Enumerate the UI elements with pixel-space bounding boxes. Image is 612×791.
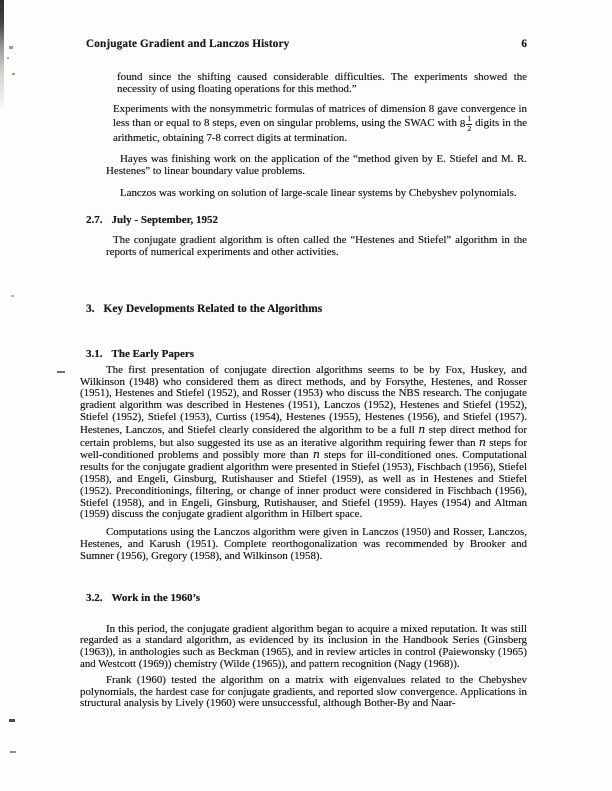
math-variable-n: n bbox=[478, 435, 486, 449]
section-title: Key Developments Related to the Algorithms bbox=[103, 302, 323, 315]
scan-speck bbox=[10, 751, 16, 753]
fraction-whole-part: 8 bbox=[459, 117, 466, 130]
scan-speck bbox=[9, 46, 13, 49]
quote-text-before-fraction: Experiments with the nonsymmetric formulas of matrices of dimension 8 gave convergence in less than or equal to 8 steps, even on singular problems, using the SWAC with bbox=[113, 102, 527, 130]
section-title: July - September, 1952 bbox=[111, 214, 219, 227]
section-2-7-paragraph: The conjugate gradient algorithm is often called the “Hestenes and Stiefel” algorithm in the reports of numerical experiments and other activities. bbox=[106, 234, 527, 259]
page-number: 6 bbox=[521, 38, 527, 50]
lanczos-computations-paragraph: Computations using the Lanczos algorithm were given in Lanczos (1950) and Rosser, Lanczos, Hestenes, and Karush (1951). Complete reorthogonalization was recommended by Brooker and Sumner (1956), Gregory (1958), and Wilkinson (1958). bbox=[80, 526, 527, 562]
section-number: 2.7. bbox=[86, 214, 103, 227]
scan-speck bbox=[11, 295, 14, 297]
scan-dash-mark bbox=[57, 371, 65, 373]
math-variable-n: n bbox=[418, 422, 426, 436]
fraction-denominator: 2 bbox=[467, 123, 472, 133]
body-text: The first presentation of conjugate direction algorithms seems to be by Fox, Huskey, and Wilkinson (1948) who considered them as direct methods, and by Forsythe, Hestenes, and Rosser (1951), Hestenes and Stiefel (1952), and Rosser (1953) who discuss the NBS research. The conjugate gradient algorithm was described in Hestenes (1951), Lanczos (1952), Hestenes and Stiefel (1952), Stiefel (1952), Stiefel (1953), Curtiss (1954), Hestenes (1955), Hestenes (1956), and Stiefel (1957). Hestenes, Lanczos, and Stiefel clearly considered the algorithm to be a full bbox=[80, 363, 527, 436]
section-number: 3.2. bbox=[86, 591, 103, 604]
section-heading-3 bbox=[86, 303, 527, 315]
quote-paragraph-continuation: found since the shifting caused considerable difficulties. The experiments showed the necessity of using floating operations for this method.” bbox=[117, 71, 527, 95]
running-title: Conjugate Gradient and Lanczos History bbox=[86, 38, 290, 50]
section-number: 3.1. bbox=[86, 347, 103, 360]
quoted-report-excerpts bbox=[80, 72, 527, 200]
section-heading-3-2 bbox=[86, 592, 527, 604]
scan-speck bbox=[12, 73, 15, 75]
scan-edge-streak bbox=[0, 0, 4, 112]
mixed-reputation-paragraph: In this period, the conjugate gradient algorithm began to acquire a mixed reputation. It was still regarded as a standard algorithm, as evidenced by its inclusion in the Handbook Series (Ginsberg (1963)), in anthologies such as Beckman (1965), and in review articles in control (Paiewonsky (1965) and Westcott (1969)) chemistry (Wilde (1965)), and pattern recognition (Nagy (1968)). bbox=[80, 622, 527, 670]
body-text: steps for well-conditioned problems and possibly more than bbox=[80, 436, 527, 462]
early-papers-paragraph bbox=[80, 365, 527, 521]
scan-speck bbox=[7, 57, 9, 59]
quote-paragraph-lanczos: Lanczos was working on solution of large-scale linear systems by Chebyshev polynomials. bbox=[120, 187, 517, 200]
fraction-numerator: 1 bbox=[467, 114, 472, 124]
page-header bbox=[80, 38, 527, 50]
mixed-number-eight-and-a-half bbox=[459, 114, 472, 133]
quote-paragraph-hayes: Hayes was finishing work on the application of the “method given by E. Stiefel and M. R. Hestenes” to linear boundary value problems. bbox=[106, 152, 527, 177]
quote-paragraph-experiments bbox=[113, 104, 527, 145]
section-heading-3-1 bbox=[86, 348, 527, 360]
section-title: Work in the 1960’s bbox=[111, 591, 201, 604]
section-title: The Early Papers bbox=[111, 347, 194, 360]
body-text: step direct method for certain problems, but also suggested its use as an iterative algorithm requiring fewer than bbox=[80, 423, 527, 449]
body-text: steps for ill-conditioned ones. Computational results for the conjugate gradient algorithm were presented in Stiefel (1953), Fischbach (1956), Stiefel (1958), and Engeli, Ginsburg, Rutishauser and Stiefel (1959), as well as in Hestenes and Stiefel (1952). Preconditionings, filtering, or change of inner product were considered in Fischbach (1956), Stiefel (1958), and in Engeli, Ginsburg, Rutishauser, and Stiefel (1959). Hayes (1954) and Altman (1959) discuss the conjugate gradient algorithm in Hilbert space. bbox=[80, 449, 527, 521]
section-number: 3. bbox=[86, 302, 95, 315]
frank-1960-paragraph: Frank (1960) tested the algorithm on a matrix with eigenvalues related to the Chebyshev polynomials, the hardest case for conjugate gradients, and reported slow convergence. Applications in structural analysis by Lively (1960) were unsuccessful, although Bother-By and Naar- bbox=[80, 673, 527, 710]
scan-speck bbox=[9, 719, 15, 722]
stacked-fraction bbox=[466, 115, 472, 133]
quote-text-after-fraction: digits in the arithmetic, obtaining 7-8 correct digits at termination. bbox=[113, 117, 527, 145]
section-heading-2-7 bbox=[86, 214, 527, 226]
math-variable-n: n bbox=[312, 448, 320, 462]
